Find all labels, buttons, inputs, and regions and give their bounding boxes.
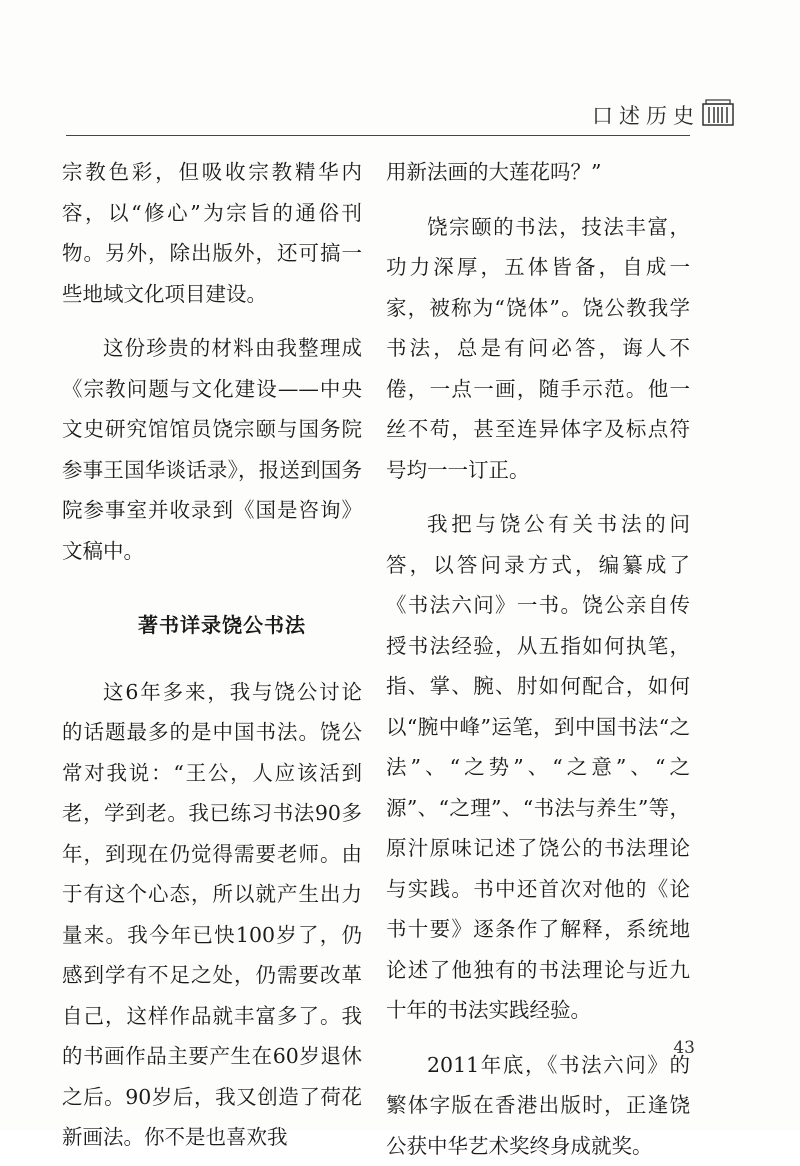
section-heading: 著书详录饶公书法: [62, 605, 362, 646]
page-number: 43: [673, 1038, 695, 1058]
left-paragraph-3: 这6年多来，我与饶公讨论的话题最多的是中国书法。饶公常对我说：“王公，人应该活到老，学到老。我已练习书法90多年，到现在仍觉得需要老师。由于有这个心态，所以就产生出力量来。我今年已快100岁了，仍感到学有不足之处，仍需要改革自己，这样作品就丰富多了。我的书画作品主要产生在60岁退休之后。90岁后，我又创造了荷花新画法。你不是也喜欢我: [62, 672, 362, 1158]
right-paragraph-3: 我把与饶公有关书法的问答，以答问录方式，编纂成了《书法六问》一书。饶公亲自传授书法经验，从五指如何执笔，指、掌、腕、肘如何配合，如何以“腕中峰”运笔，到中国书法“之法”、“之势”、“之意”、“之源”、“之理”、“书法与养生”等，原汁原味记述了饶公的书法理论与实践。书中还首次对他的《论书十要》逐条作了解释，系统地论述了他独有的书法理论与近九十年的书法实践经验。: [386, 504, 690, 1031]
left-column: [62, 152, 362, 1158]
left-paragraph-2: 这份珍贵的材料由我整理成《宗教问题与文化建设——中央文史研究馆馆员饶宗颐与国务院参事王国华谈话录》，报送到国务院参事室并收录到《国是咨询》文稿中。: [62, 328, 362, 571]
right-column: [386, 152, 690, 1166]
right-paragraph-1: 用新法画的大莲花吗？”: [386, 152, 690, 193]
right-paragraph-2: 饶宗颐的书法，技法丰富，功力深厚，五体皆备，自成一家，被称为“饶体”。饶公教我学书法，总是有问必答，诲人不倦，一点一画，随手示范。他一丝不苟，甚至连异体字及标点符号均一一订正。: [386, 207, 690, 491]
right-paragraph-4: 2011年底，《书法六问》的繁体字版在香港出版时，正逢饶公获中华艺术奖终身成就奖。: [386, 1045, 690, 1166]
running-header: 口述历史: [592, 100, 700, 130]
building-icon: [702, 98, 734, 126]
left-paragraph-1: 宗教色彩，但吸收宗教精华内容，以“修心”为宗旨的通俗刊物。另外，除出版外，还可搞一些地域文化项目建设。: [62, 152, 362, 314]
header-rule: [66, 135, 690, 136]
